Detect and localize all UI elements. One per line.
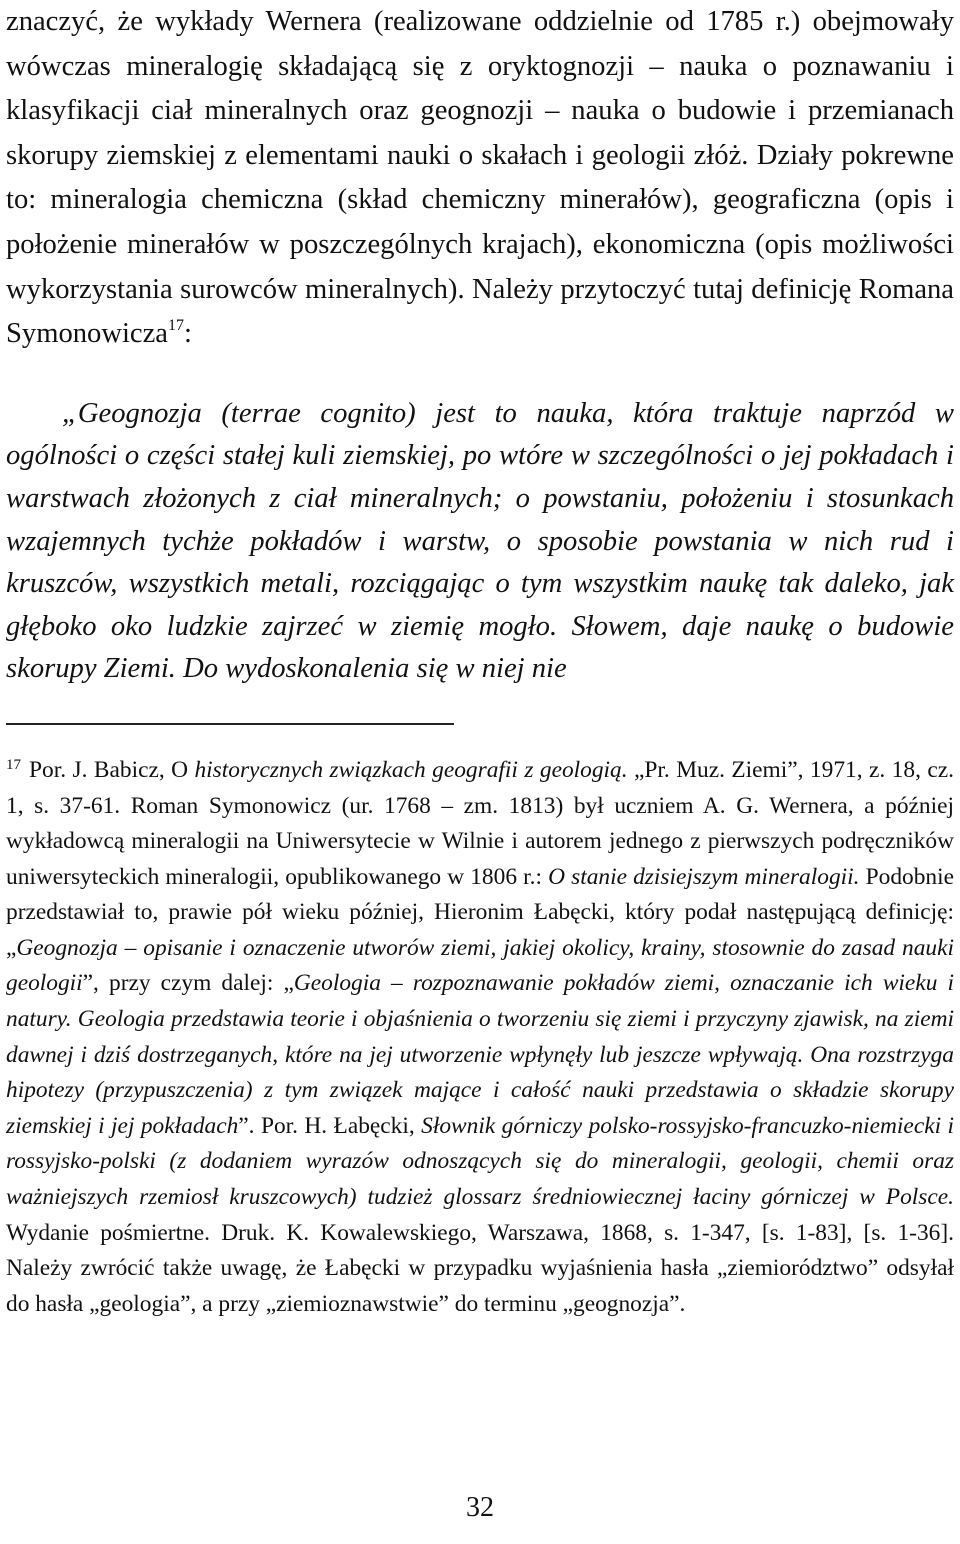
main-text-part1: znaczyć, że wykłady Wernera (realizowane oddzielnie od 1785 r.) obejmowały wówczas mineralogię składającą się z oryktognozji – nauka o poznawaniu i klasyfikacji ciał mineralnych oraz geognozji – nauka o budowie i przemianach skorupy ziemskiej z elementami nauki o skałach i geologii złóż. Działy pokrewne to: mineralogia chemiczna (skład chemiczny minerałów), geograficzna (opis i położenie minerałów w poszczególnych krajach), ekonomiczna (opis możliwości wykorzystania surowców mineralnych). Należy przytoczyć tutaj definicję Romana Symonowicza: [6, 6, 954, 350]
footnote-title-symonowicz: O stanie dzisiejszym mineralogii.: [548, 863, 860, 890]
footnote-text-6: Wydanie pośmiertne. Druk. K. Kowalewskiego, Warszawa, 1868, s. 1-347, [s. 1-83], [s. 1-36]. Należy zwrócić także uwagę, że Łabęcki w przypadku wyjaśnienia hasła „ziemiorództwo” odsyłał do hasła „geologia”, a przy „ziemioznawstwie” do terminu „geognozja”.: [6, 1219, 954, 1317]
page-number: 32: [466, 1492, 494, 1523]
page-body: [6, 0, 954, 1322]
footnote-separator: [6, 723, 454, 725]
footnote-17: [6, 753, 954, 1323]
footnote-title-slownik: Słownik górniczy polsko-rossyjsko-francuzko-niemiecki i rossyjsko-polski (z dodaniem wyrazów odnoszących się do mineralogii, geologii, chemii oraz ważniejszych rzemiosł kruszcowych) tudzież glossarz średniowiecznej łaciny górniczej w Polsce.: [6, 1112, 954, 1211]
footnote-title-babicz: historycznych związkach geografii z geologią.: [194, 756, 628, 783]
footnote-text-5: ”. Por. H. Łabęcki,: [238, 1112, 422, 1139]
quote-text: Geognozja (terrae cognito) jest to nauka, która traktuje naprzód w ogólności o części stałej kuli ziemskiej, po wtóre w szczególności o jej pokładach i warstwach złożonych z ciał mineralnych; o powstaniu, położeniu i stosunkach wzajemnych tychże pokładów i warstw, o sposobie powstania w nich rud i kruszców, wszystkich metali, rozciągając o tym wszystkim naukę tak daleko, jak głęboko oko ludzkie zajrzeć w ziemię mogło. Słowem, daje naukę o budowie skorupy Ziemi. Do wydoskonalenia się w niej nie: [6, 397, 954, 685]
footnote-text-2: „Pr. Muz. Ziemi”, 1971, z. 18, cz. 1, s. 37-61. Roman Symonowicz (ur. 1768 – zm. 1813) był uczniem A. G. Wernera, a później wykładowcą mineralogii na Uniwersytecie w Wilnie i autorem jednego z pierwszych podręczników uniwersyteckich mineralogii, opublikowanego w 1806 r.:: [6, 756, 954, 890]
main-paragraph: [6, 0, 954, 357]
footnote-text-4: ”, przy czym dalej: „: [82, 970, 294, 997]
quotation: [6, 393, 954, 691]
footnote-reference[interactable]: 17: [168, 317, 184, 335]
footnote-mark: 17: [6, 756, 21, 773]
main-text-part2: :: [184, 318, 192, 350]
footnote-definition-geognozja: Geognozja – opisanie i oznaczenie utworów ziemi, jakiej okolicy, krainy, stosownie do zasad nauki geologii: [6, 934, 954, 997]
footnote-text-1: Por. J. Babicz, O: [29, 756, 195, 783]
quote-open-mark: „: [62, 397, 78, 429]
footnote-definition-geologia: Geologia – rozpoznawanie pokładów ziemi, oznaczanie ich wieku i natury. Geologia przedstawia teorie i objaśnienia o tworzeniu się ziemi i przyczyny zjawisk, na ziemi dawnej i dziś dostrzeganych, które na jej utworzenie wpłynęły lub jeszcze wpływają. Ona rozstrzyga hipotezy (przypuszczenia) z tym związek mające i całość nauki przedstawia o składzie skorupy ziemskiej i jej pokładach: [6, 970, 954, 1139]
footnote-text-3: Podobnie przedstawiał to, prawie pół wieku później, Hieronim Łabęcki, który podał następującą definicję: „: [6, 863, 954, 961]
